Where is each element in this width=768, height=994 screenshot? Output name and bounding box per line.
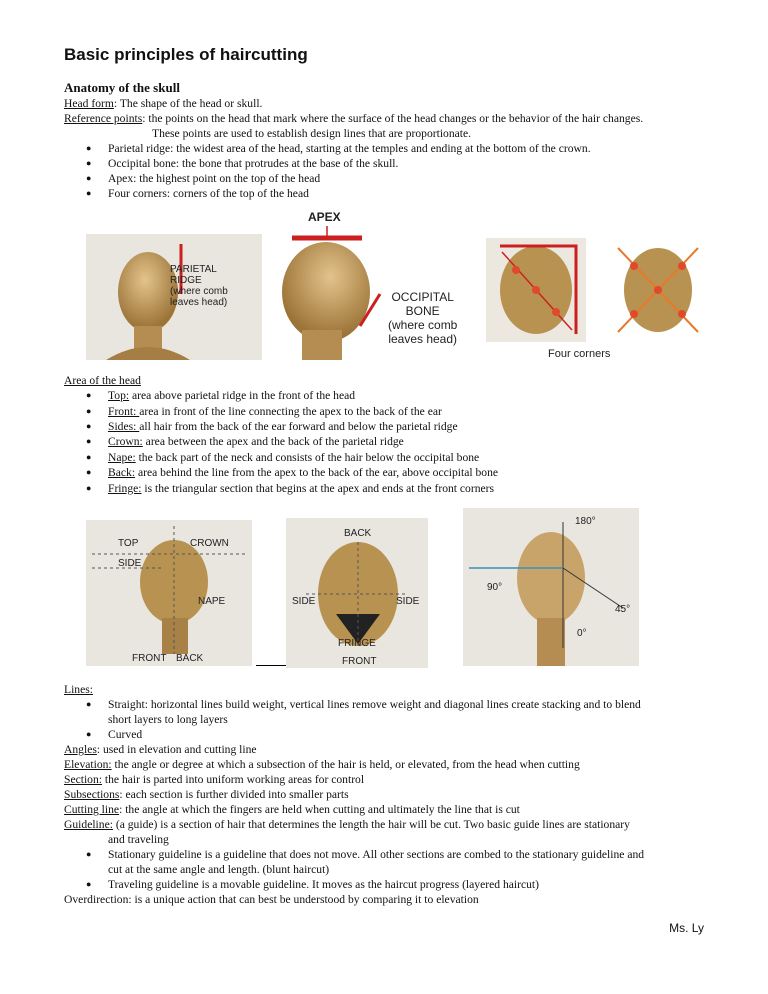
apex-label: APEX	[308, 210, 341, 224]
def-line: Elevation: the angle or degree at which a subsection of the hair is held, or elevated, from the head when cutting	[64, 758, 580, 771]
list-item: ● Nape: the back part of the neck and consists of the hair below the occipital bone	[86, 451, 480, 464]
angle-90-label: 90°	[487, 582, 503, 593]
side-label: SIDE	[118, 558, 142, 569]
def-line: Guideline: (a guide) is a section of hair that determines the length the hair will be cut. Two basic guide lines are stationary	[64, 818, 630, 831]
head-areas-side-figure	[86, 520, 252, 666]
four-corners-figure-b	[606, 238, 710, 342]
list-item: ● Traveling guideline is a movable guideline. It moves as the haircut progress (layered haircut)	[86, 878, 539, 891]
list-item: ● Fringe: is the triangular section that begins at the apex and ends at the front corners	[86, 482, 495, 495]
def-line: Cutting line: the angle at which the fingers are held when cutting and ultimately the line that is cut	[64, 803, 520, 816]
parietal-ridge-figure	[86, 234, 264, 360]
head-areas-top-figure	[286, 518, 428, 668]
list-item: ● Sides: all hair from the back of the ear forward and below the parietal ridge	[86, 420, 458, 433]
angle-0-label: 0°	[577, 628, 587, 639]
list-item: ● Apex: the highest point on the top of the head	[86, 172, 321, 185]
lines-heading: Lines:	[64, 683, 93, 696]
side-right-label: SIDE	[396, 596, 420, 607]
side-left-label: SIDE	[292, 596, 316, 607]
head-form-text: : The shape of the head or skull.	[113, 97, 263, 110]
list-item: ● Front: area in front of the line connecting the apex to the back of the ear	[86, 405, 442, 418]
overdirection-line: Overdirection: is a unique action that can best be understood by comparing it to elevation	[64, 893, 479, 906]
list-item: ● Crown: area between the apex and the back of the parietal ridge	[86, 435, 404, 448]
stationary-cont: cut at the same angle and length. (blunt haircut)	[108, 863, 330, 876]
area-heading: Area of the head	[64, 374, 141, 387]
def-line: Section: the hair is parted into uniform working areas for control	[64, 773, 365, 786]
parietal-ridge-label: PARIETAL RIDGE (where comb leaves head)	[170, 264, 228, 308]
list-item: ● Stationary guideline is a guideline that does not move. All other sections are combed to the stationary guideline and	[86, 848, 645, 861]
nape-label: NAPE	[198, 596, 226, 607]
four-corners-figure-a	[486, 238, 586, 342]
anatomy-heading: Anatomy of the skull	[64, 80, 180, 95]
head-form-term: Head form	[64, 97, 114, 110]
list-item: ● Four corners: corners of the top of the head	[86, 187, 309, 200]
list-item: ● Top: area above parietal ridge in the front of the head	[86, 389, 356, 402]
divider	[256, 665, 286, 666]
front-label: FRONT	[132, 653, 167, 664]
top-label: TOP	[118, 538, 139, 549]
list-item: ● Back: area behind the line from the apex to the back of the ear, above occipital bone	[86, 466, 499, 479]
reference-points-line	[64, 111, 643, 126]
page-title: Basic principles of haircutting	[64, 45, 308, 64]
list-item: ● Occipital bone: the bone that protrudes at the base of the skull.	[86, 157, 399, 170]
reference-points-cont: These points are used to establish design lines that are proportionate.	[152, 127, 472, 140]
elevation-angles-figure	[463, 508, 639, 666]
angle-45-label: 45°	[615, 604, 631, 615]
footer-author: Ms. Ly	[669, 921, 704, 935]
straight-cont: short layers to long layers	[108, 713, 228, 726]
def-line: Angles: used in elevation and cutting line	[64, 743, 257, 756]
occipital-bone-label: OCCIPITAL BONE (where comb leaves head)	[388, 290, 458, 346]
front-bottom-label: FRONT	[342, 656, 377, 667]
back-top-label: BACK	[344, 528, 372, 539]
list-item: ● Straight: horizontal lines build weight, vertical lines remove weight and diagonal lines create stacking and to blend	[86, 698, 641, 711]
angle-180-label: 180°	[575, 516, 596, 527]
crown-label: CROWN	[190, 538, 229, 549]
def-line: Subsections: each section is further divided into smaller parts	[64, 788, 349, 801]
back-label: BACK	[176, 653, 204, 664]
list-item: ● Curved	[86, 728, 143, 741]
reference-points-text: : the points on the head that mark where the surface of the head changes or the behavior of the hair changes.	[142, 112, 644, 125]
list-item: ● Parietal ridge: the widest area of the head, starting at the temples and ending at the bottom of the crown.	[86, 142, 591, 155]
reference-points-term: Reference points	[64, 112, 143, 125]
fringe-label: FRINGE	[338, 638, 376, 649]
head-form-line	[64, 96, 262, 111]
four-corners-label: Four corners	[548, 348, 611, 360]
guide-cont: and traveling	[108, 833, 169, 846]
